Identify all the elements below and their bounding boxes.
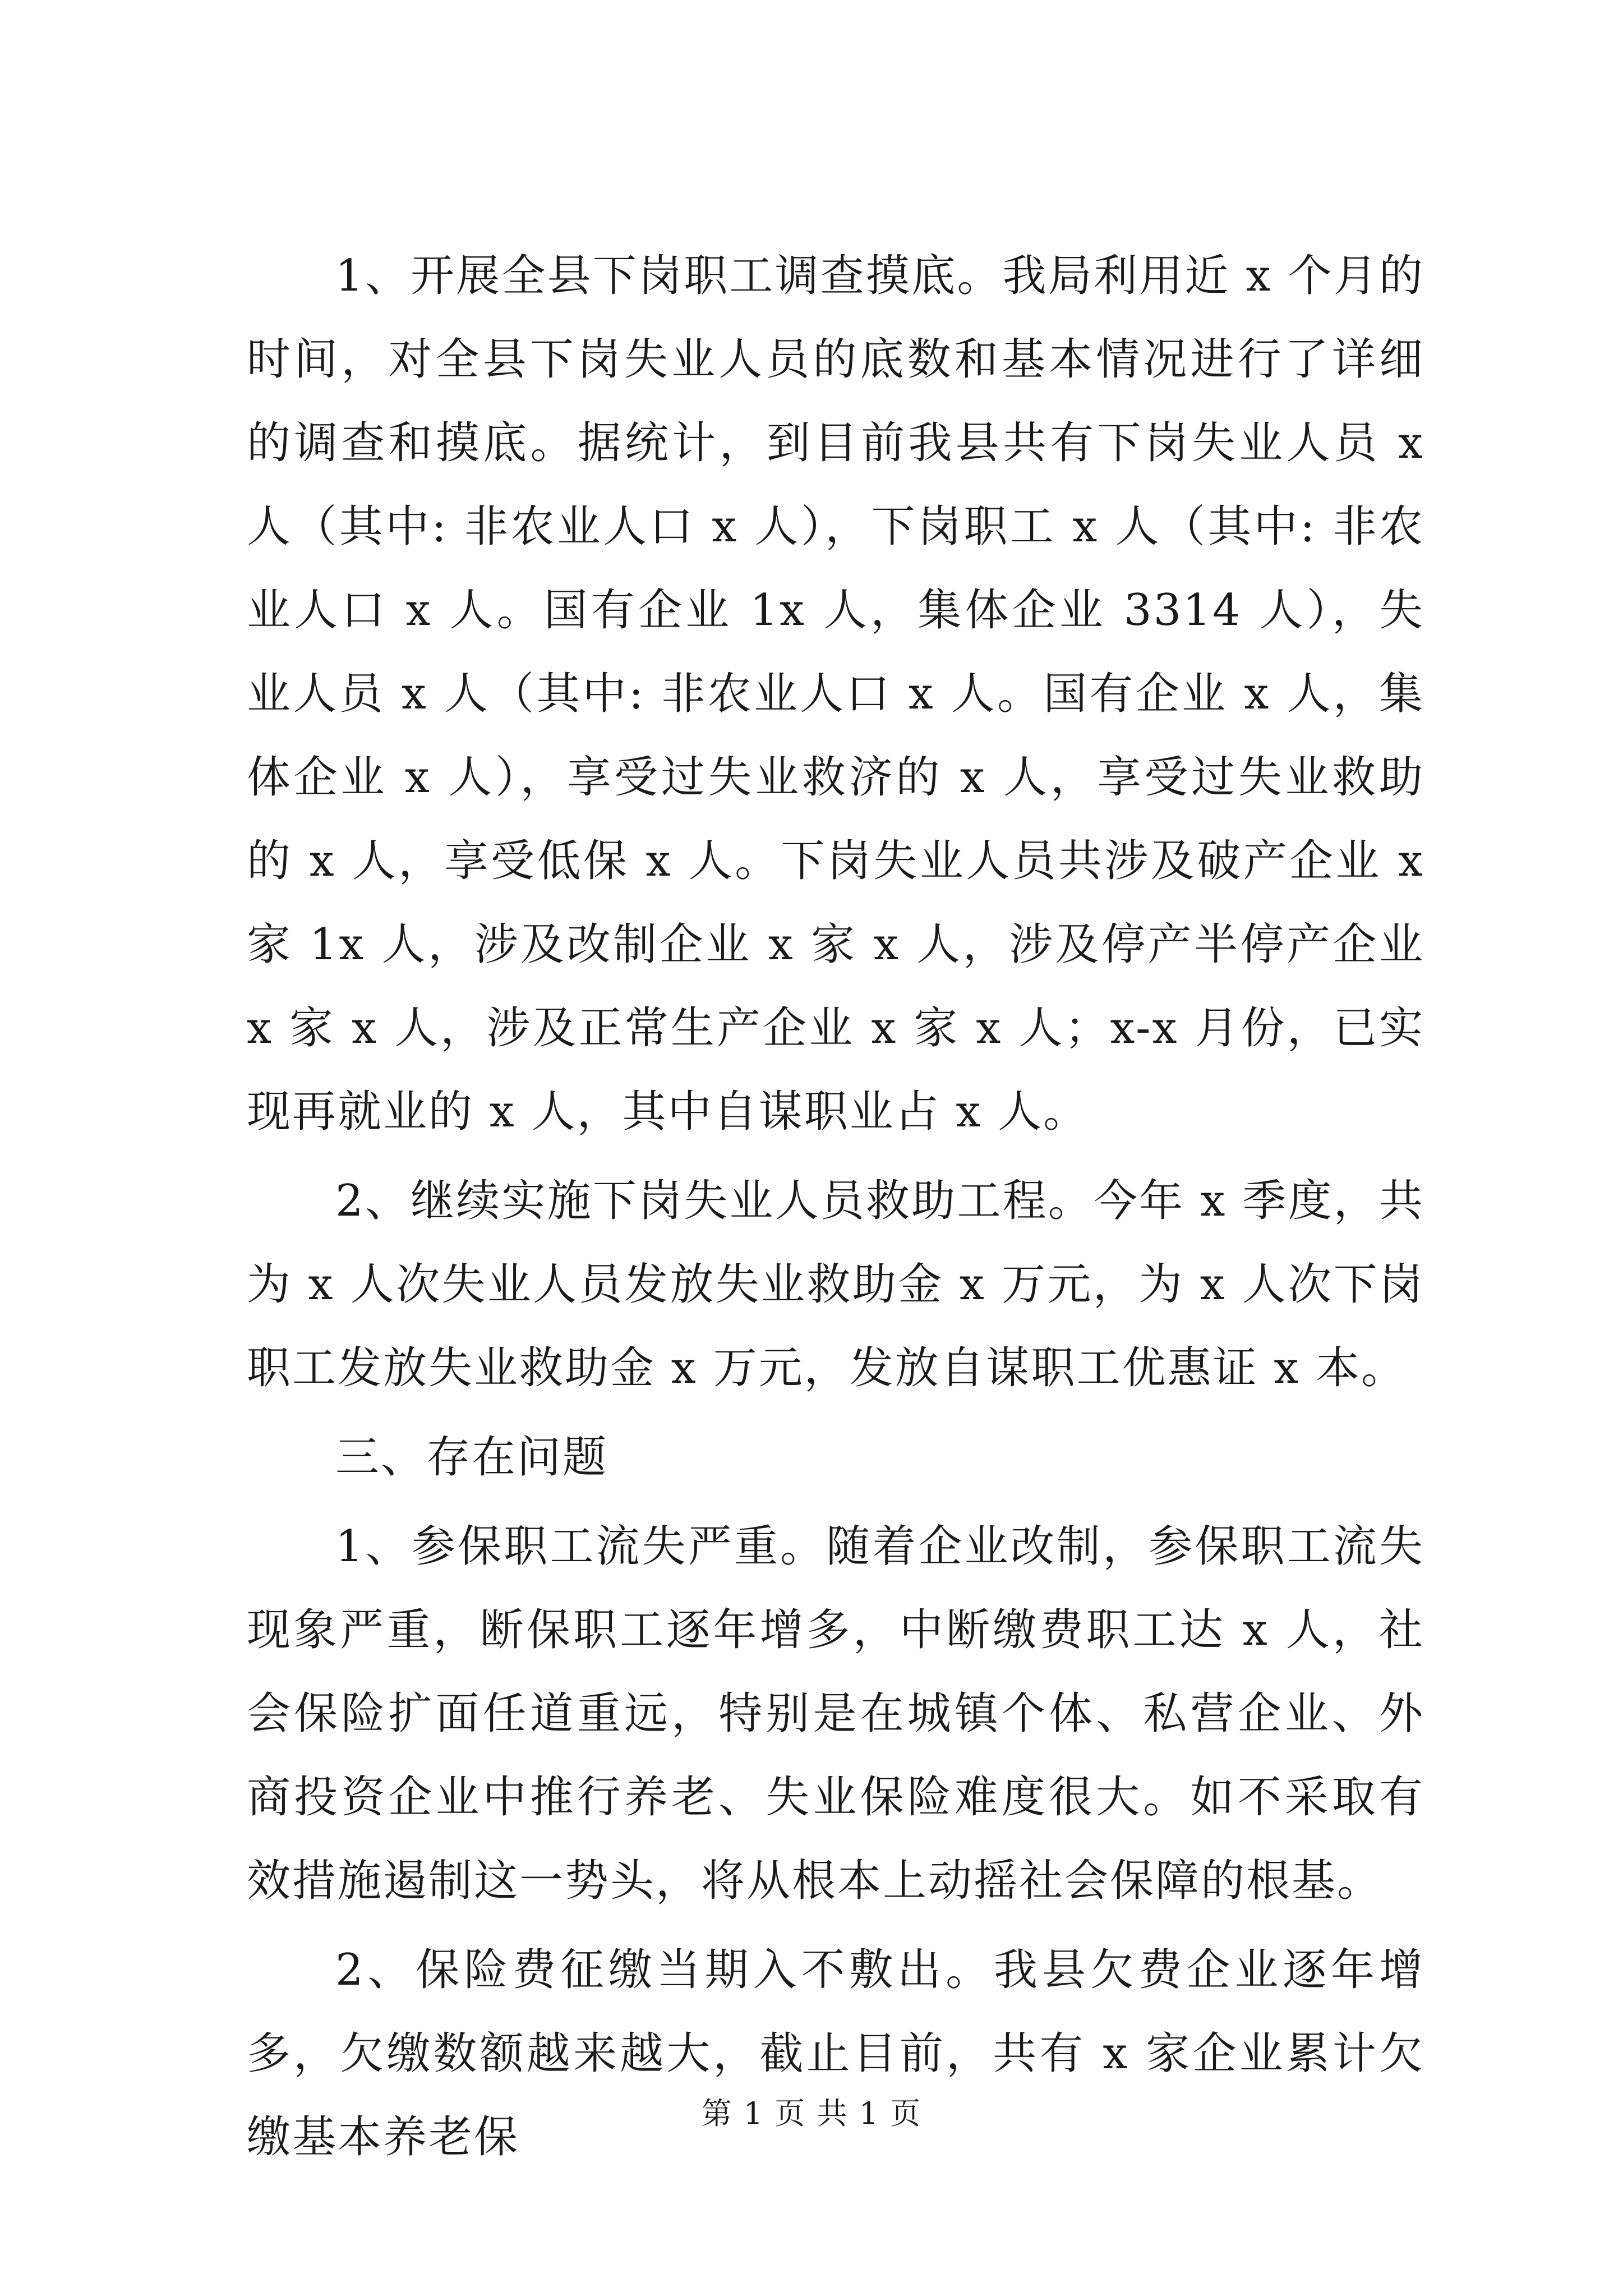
paragraph-survey: 1、开展全县下岗职工调查摸底。我局利用近 x 个月的时间，对全县下岗失业人员的底数和基本情况进行了详细的调查和摸底。据统计，到目前我县共有下岗失业人员 x 人（其中: 非农业人口 x 人），下岗职工 x 人（其中: 非农业人口 x 人。国有企业 1x 人，集体企业 3314 人），失业人员 x 人（其中: 非农业人口 x 人。国有企业 x 人，集体企业 x 人），享受过失业救济的 x 人，享受过失业救助的 x 人，享受低保 x 人。下岗失业人员共涉及破产企业 x 家 1x 人，涉及改制企业 x 家 x 人，涉及停产半停产企业 x 家 x 人，涉及正常生产企业 x 家 x 人；x-x 月份，已实现再就业的 x 人，其中自谋职业占 x 人。 <box>247 251 1424 1137</box>
document-body <box>247 234 1424 2185</box>
paragraph-relief-project: 2、继续实施下岗失业人员救助工程。今年 x 季度，共为 x 人次失业人员发放失业救助金 x 万元，为 x 人次下岗职工发放失业救助金 x 万元，发放自谋职工优惠证 x 本。 <box>247 1176 1424 1393</box>
section-heading-problems: 三、存在问题 <box>335 1432 608 1483</box>
paragraph-premium-collection: 2、保险费征缴当期入不敷出。我县欠费企业逐年增多，欠缴数额越来越大，截止目前，共有 x 家企业累计欠缴基本养老保 <box>247 1945 1424 2162</box>
page-footer: 第 1 页 共 1 页 <box>701 2096 922 2131</box>
paragraph-insured-loss: 1、参保职工流失严重。随着企业改制，参保职工流失现象严重，断保职工逐年增多，中断缴费职工达 x 人，社会保险扩面任道重远，特别是在城镇个体、私营企业、外商投资企业中推行养老、失业保险难度很大。如不采取有效措施遏制这一势头，将从根本上动摇社会保障的根基。 <box>247 1521 1424 1906</box>
